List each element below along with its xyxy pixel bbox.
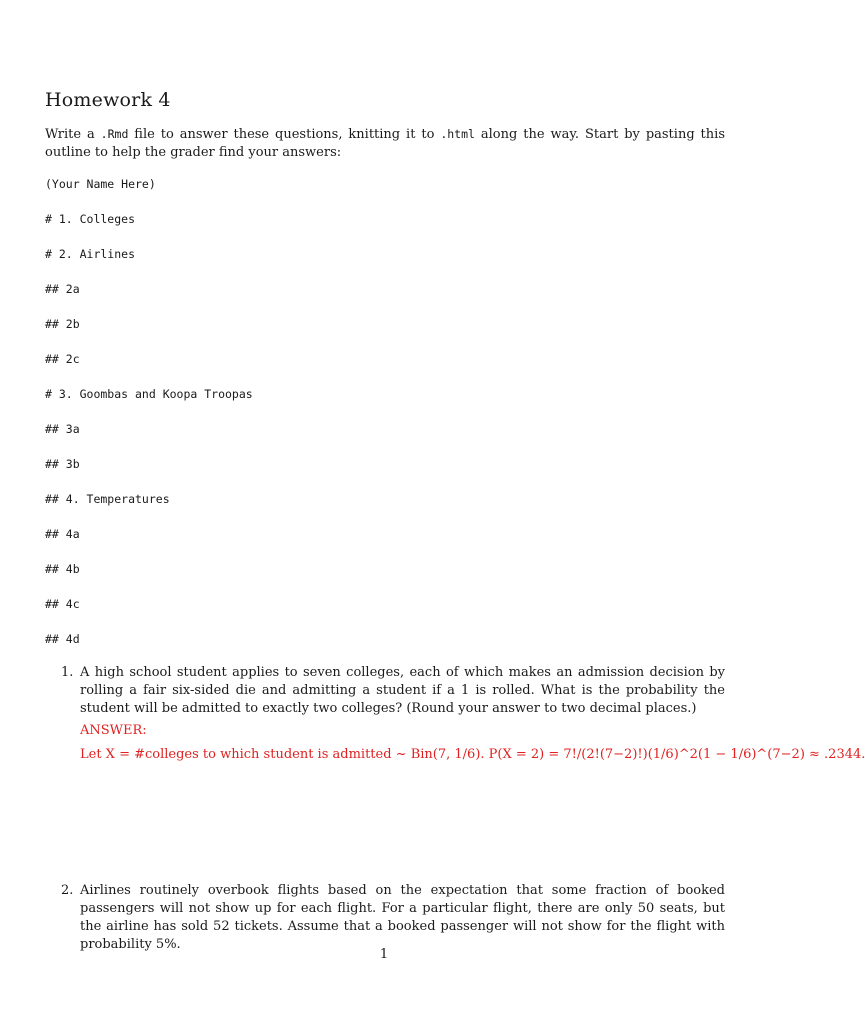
intro-code-html: .html: [440, 127, 475, 141]
intro-text-1: Write a: [45, 127, 101, 142]
question-1: [45, 664, 725, 718]
outline-line: ## 4. Temperatures: [45, 492, 170, 506]
intro-paragraph: [45, 125, 725, 162]
outline-line: ## 2c: [45, 352, 80, 366]
outline-line: ## 2b: [45, 317, 80, 331]
intro-code-rmd: .Rmd: [100, 127, 129, 141]
intro-text-2: file to answer these questions, knitting it to: [128, 127, 441, 142]
outline-line: # 1. Colleges: [45, 212, 136, 226]
answer-label: ANSWER:: [80, 723, 147, 738]
outline-line: ## 4d: [45, 632, 80, 646]
outline-line: ## 4a: [45, 527, 80, 541]
intro-text-3: along the way. Start by pasting this outline to help the grader find your answers:: [45, 127, 725, 160]
question-2: [45, 882, 725, 954]
outline-line: # 2. Airlines: [45, 247, 136, 261]
outline-line: ## 3a: [45, 422, 80, 436]
outline-line: ## 3b: [45, 457, 80, 471]
question-number: 1.: [61, 665, 74, 680]
question-text: A high school student applies to seven colleges, each of which makes an admission decision by rolling a fair six-sided die and admitting a student if a 1 is rolled. What is the probability the student will be admitted to exactly two colleges? (Round your answer to two decimal places.): [80, 665, 725, 716]
outline-line: ## 2a: [45, 282, 80, 296]
question-number: 2.: [61, 883, 74, 898]
outline-line: ## 4c: [45, 597, 80, 611]
outline-line: ## 4b: [45, 562, 80, 576]
page-title: Homework 4: [45, 89, 171, 111]
outline-line: # 3. Goombas and Koopa Troopas: [45, 387, 253, 401]
outline-line: (Your Name Here): [45, 177, 156, 191]
question-text: Airlines routinely overbook flights based on the expectation that some fraction of booked passengers will not show up for each flight. For a particular flight, there are only 50 seats, but the airline has sold 52 tickets. Assume that a booked passenger will not show for the flight with probability 5%.: [80, 883, 725, 952]
answer-text: Let X = #colleges to which student is admitted ~ Bin(7, 1/6). P(X = 2) = 7!/(2!(7−2)!)(1/6)^2(1 − 1/6)^(7−2) ≈ .2344.: [80, 747, 865, 762]
page-number: 1: [379, 947, 389, 962]
